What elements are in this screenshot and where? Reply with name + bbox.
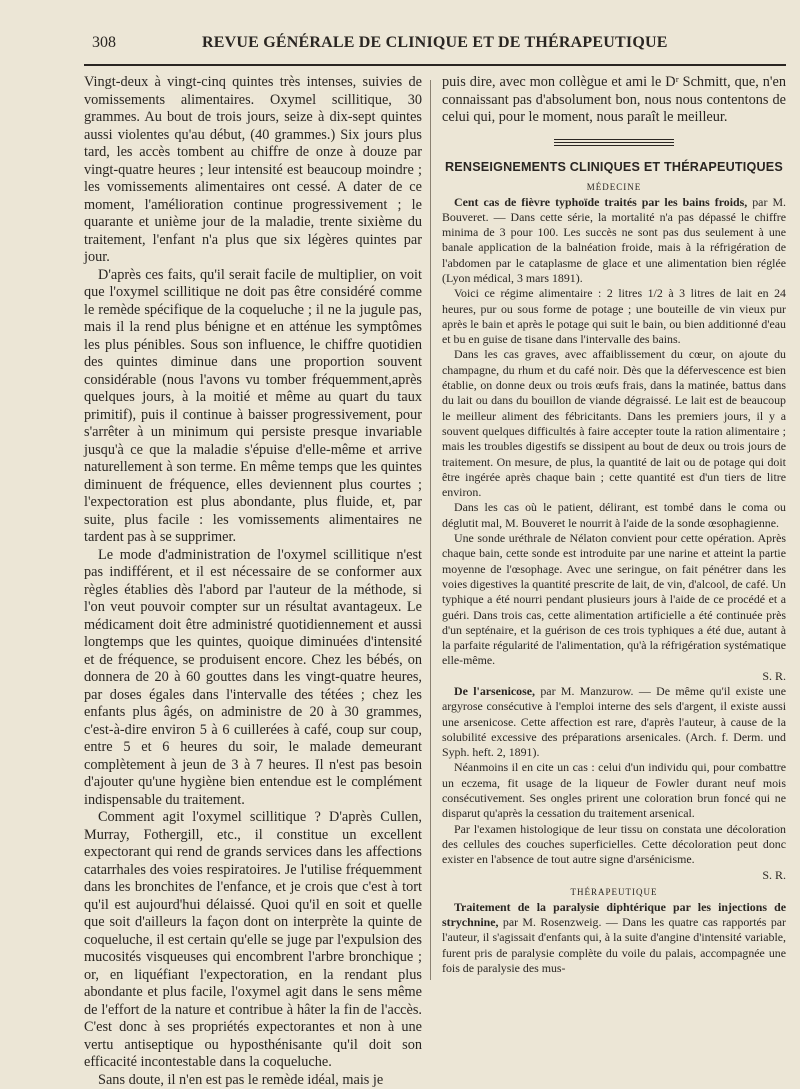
left-paragraph: D'après ces faits, qu'il serait facile de multiplier, on voit que l'oxymel scillitique ne doit pas être considéré comme le remède spécifique de la coqueluche ; il ne la jugule pas, mais il la rend plus bénigne et en atténue les symptômes les plus pénibles. Sous son influence, le chiffre quotidien des quintes diminue dans une proportion souvent considérable (nous l'avons vu tomber fréquemment,après quelques jours, à la moitié et même au quart du taux primitif), puis il continue à baisser progressivement, pour s'arrêter à un minimum qui persiste presque invariable jusqu'à ce que la maladie s'épuise d'elle-même et arrive naturellement à son terme. En même temps que les quintes diminuent de fréquence, elles deviennent plus courtes ; l'expectoration est plus abondante, plus fluide, et, par suite, plus facile : les vomissements alimentaires ne tardent pas à se supprimer. bbox=[84, 267, 422, 547]
article-body: Dans cette série, la mortalité n'a pas dépassé le chiffre minima de 3 pour 100. Les succès ne sont pas dus seulement à une banale application de la balnéation froide, mais à la réfrigération de l'abdomen par le cataplasme de glace et une alimentation bien réglée (Lyon médical, 3 mars 1891). bbox=[442, 210, 786, 285]
signature: S. R. bbox=[762, 669, 786, 684]
article-paragraph: Néanmoins il en cite un cas : celui d'un individu qui, pour combattre un eczema, fit usage de la liqueur de Fowler durant neuf mois consécutivement. Ses ongles prirent une coloration brun foncé qui ne disparut qu'après la cessation du traitement arsenical. bbox=[442, 760, 786, 821]
article-strychnine bbox=[442, 900, 786, 976]
page-number: 308 bbox=[92, 34, 116, 52]
article-title: Traitement de la paralysie diphtérique par les injections de strychnine, bbox=[442, 900, 786, 929]
article-arsenicose bbox=[442, 684, 786, 760]
left-paragraph: Le mode d'administration de l'oxymel scillitique n'est pas indifférent, et il est nécessaire de se conformer aux règles établies dès l'abord par l'auteur de la méthode, si l'on veut pouvoir compter sur un résultat avantageux. Le médicament doit être administré quotidiennement et aussi longtemps que les quintes, quoique diminuées d'intensité et de fréquence, se produisent encore. Chez les bébés, on donnera de 20 à 60 gouttes dans les vingt-quatre heures, par doses égales dans l'intervalle des tétées ; chez les enfants plus âgés, on administre de 20 à 30 grammes, c'est-à-dire environ 5 à 6 cuillerées à café, coup sur coup, entre 5 et 6 heures du soir, le malade demeurant complètement à jeun de 3 à 7 heures. Il n'est pas besoin d'ajouter qu'une hygiène bien entendue est le complément indispensable du traitement. bbox=[84, 547, 422, 810]
article-typhoide bbox=[442, 195, 786, 287]
left-paragraph: Vingt-deux à vingt-cinq quintes très intenses, suivies de vomissements alimentaires. Oxymel scillitique, 30 grammes. Au bout de trois jours, seize à dix-sept quintes aussi violentes qu'au début, (40 grammes.) Six jours plus tard, les accès tombent au chiffre de onze à douze par vingt-quatre heures ; leur intensité est beaucoup moindre ; les vomissements alimentaires ont cessé. A dater de ce moment, l'amélioration continue progressivement ; le quarante et unième jour de la maladie, trente sixième du traitement, l'enfant n'a plus que six légères quintes par jour. bbox=[84, 74, 422, 267]
article-paragraph: Par l'examen histologique de leur tissu on constata une décoloration des cellules des couches superficielles. Cette décoloration peut donc exister en l'absence de tout autre signe d'arsénicisme. bbox=[442, 822, 786, 868]
page-header bbox=[92, 34, 760, 60]
article-author: par M. Manzurow. — bbox=[535, 684, 656, 698]
left-column bbox=[84, 74, 422, 1089]
signature-line bbox=[442, 669, 786, 684]
subsection-heading-medecine: MÉDECINE bbox=[442, 182, 786, 192]
article-author: par M. Rosenzweig. — bbox=[498, 915, 622, 929]
subsection-heading-therapeutique: THÉRAPEUTIQUE bbox=[442, 887, 786, 897]
article-paragraph: Voici ce régime alimentaire : 2 litres 1/2 à 3 litres de lait en 24 heures, pur ou sous forme de potage ; une bouteille de vin vieux pur après le bain et après le potage qui suit le bain, ou bien additionné d'eau et bu en guise de tisane dans l'intervalle des bains. bbox=[442, 286, 786, 347]
article-paragraph: Dans les cas graves, avec affaiblissement du cœur, on ajoute du champagne, du rhum et du café noir. Dès que la défervescence est bien établie, on donne deux ou trois œufs frais, dans la matinée, battus dans du lait ou dans du bouillon de viande dégraissé. Le lait est de beaucoup le meilleur aliment des fébricitants. Dans les premiers jours, il y a souvent quelques difficultés à faire accepter toute la ration alimentaire ; mais les troubles digestifs se dissipent au bout de deux ou trois jours de traitement. On mesure, de plus, la quantité de lait ou de potage qui doit être ingérée après chaque bain ; cette quantité est d'un tiers de litre environ. bbox=[442, 347, 786, 500]
article-title: De l'arsenicose, bbox=[454, 684, 535, 698]
article-author: par M. Bouveret. — bbox=[442, 195, 786, 224]
running-title: REVUE GÉNÉRALE DE CLINIQUE ET DE THÉRAPEUTIQUE bbox=[202, 34, 668, 52]
left-paragraph: Comment agit l'oxymel scillitique ? D'après Cullen, Murray, Fothergill, etc., il constitue un excellent expectorant qui rend de grands services dans les affections catarrhales des voies respiratoires. Je l'utilise fréquemment dans les bronchites de l'enfance, et je crois que c'est à tort qu'il est aujourd'hui délaissé. Quoi qu'il en soit et quelle que soit d'ailleurs la façon dont on interprète la quinte de coqueluche, il est certain qu'elle se juge par l'expulsion des mucosités visqueuses qui encombrent l'arbre bronchique ; or, en liquéfiant l'expectoration, en la rendant plus abondante et plus facile, l'oxymel agit dans le sens même de l'effort de la nature et contribue à hâter la fin de l'accès. C'est donc à ses propriétés expectorantes et non à une vertu antiseptique ou hyposthénisante qu'il doit son efficacité incontestable dans la coqueluche. bbox=[84, 809, 422, 1072]
section-divider bbox=[554, 139, 674, 146]
right-column bbox=[442, 74, 786, 976]
article-body: De même qu'il existe une argyrose consécutive à l'emploi interne des sels d'argent, il existe aussi une arsenicose. Cette affection est rare, d'après l'auteur, à cause de la solubilité excessive des préparations arsenicales. (Arch. f. Derm. und Syph. heft. 2, 1891). bbox=[442, 684, 786, 759]
article-paragraph: Une sonde uréthrale de Nélaton convient pour cette opération. Après chaque bain, cette sonde est introduite par une narine et atteint la partie moyenne de l'œsophage. Avec une seringue, on fait pénétrer dans les voies digestives la quantité prescrite de lait, de vin, d'alcool, de café. Un typhique a été nourri pendant plusieurs jours à l'aide de ce procédé et a guéri. Dans trois cas, cette alimentation artificielle a été continuée près d'un septénaire, et la guérison de ces trois typhiques a été due, autant à la parfaite régularité de l'alimentation, qu'à la réfrigération systématique elle-même. bbox=[442, 531, 786, 669]
right-intro-paragraph: puis dire, avec mon collègue et ami le Dʳ Schmitt, que, n'en connaissant pas d'absolument bon, nous nous contentons de celui qui, pour le moment, nous paraît le meilleur. bbox=[442, 74, 786, 127]
column-divider bbox=[430, 80, 431, 980]
section-title: RENSEIGNEMENTS CLINIQUES ET THÉRAPEUTIQUES bbox=[442, 160, 786, 174]
header-rule bbox=[84, 64, 786, 66]
article-title: Cent cas de fièvre typhoïde traités par les bains froids, bbox=[454, 195, 747, 209]
left-paragraph: Sans doute, il n'en est pas le remède idéal, mais je bbox=[84, 1072, 422, 1089]
signature-line bbox=[442, 868, 786, 883]
signature: S. R. bbox=[762, 868, 786, 883]
article-body: Dans les quatre cas rapportés par l'auteur, il s'agissait d'enfants qui, à la suite d'angine d'intensité variable, furent pris de paralysie complète du voile du palais, accompagnée une fois de paralysie des mus- bbox=[442, 915, 786, 975]
article-paragraph: Dans les cas où le patient, délirant, est tombé dans le coma ou déglutit mal, M. Bouveret le nourrit à l'aide de la sonde œsophagienne. bbox=[442, 500, 786, 531]
